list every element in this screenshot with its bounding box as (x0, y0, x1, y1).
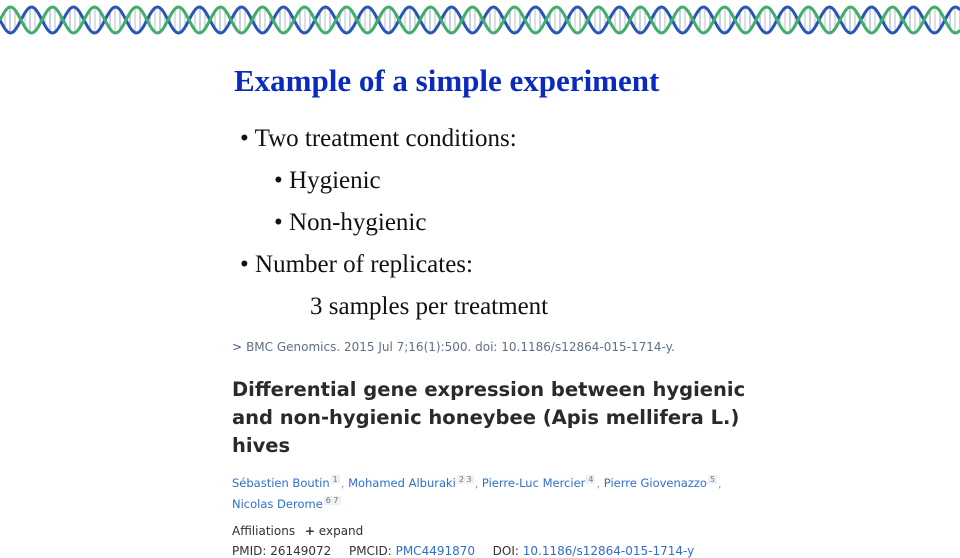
author-link[interactable]: Nicolas Derome (232, 496, 323, 511)
pmcid-link[interactable]: PMC4491870 (395, 543, 476, 558)
author-list: Sébastien Boutin $^1$ , Mohamed Alburaki $^{2 3}$ , Pierre-Luc Mercier $^4$ , Pierre Giovenazzo $^5$ , Nicolas Derome $^{6 7}$ (232, 475, 722, 511)
affiliation-ref[interactable]: 4 (588, 475, 594, 484)
dna-helix-banner (0, 0, 960, 40)
doi-link[interactable]: 10.1186/s12864-015-1714-y (522, 543, 695, 558)
paper-title: Differential gene expression between hygienic and non-hygienic honeybee (Apis mellifera L.) hives (232, 378, 746, 457)
affiliation-ref[interactable]: 1 (332, 475, 338, 484)
bullet-treatment-conditions: • Two treatment conditions: (240, 125, 517, 152)
bullet-non-hygienic: • Non-hygienic (274, 209, 427, 236)
pmid: PMID: 26149072 (232, 543, 332, 558)
affiliations-row (232, 524, 792, 538)
expand-link[interactable]: expand (318, 523, 364, 538)
author-link[interactable]: Sébastien Boutin (232, 475, 330, 490)
chevron-right-icon: > (232, 340, 243, 354)
affiliations-label: Affiliations (232, 523, 296, 538)
bullet-hygienic: • Hygienic (274, 167, 381, 194)
affiliation-ref[interactable]: 5 (709, 475, 716, 484)
author-link[interactable]: Pierre-Luc Mercier (481, 475, 586, 490)
replicates-detail: 3 samples per treatment (310, 293, 549, 320)
slide-title: Example of a simple experiment (234, 63, 660, 98)
affiliation-ref[interactable]: 2 3 (458, 475, 472, 484)
affiliation-ref[interactable]: 6 7 (325, 495, 339, 505)
identifiers-row (232, 544, 792, 558)
plus-icon[interactable]: + (304, 523, 315, 538)
pubmed-reference (232, 340, 792, 558)
pmcid-label: PMCID: (348, 543, 392, 558)
bullet-list (240, 118, 548, 328)
author-link[interactable]: Pierre Giovenazzo (603, 475, 707, 490)
bullet-replicates: • Number of replicates: (240, 251, 473, 278)
journal-citation[interactable]: > BMC Genomics. 2015 Jul 7;16(1):500. doi: 10.1186/s12864-015-1714-y. (232, 340, 675, 354)
author-link[interactable]: Mohamed Alburaki (348, 475, 456, 490)
doi-label: DOI: (492, 543, 519, 558)
